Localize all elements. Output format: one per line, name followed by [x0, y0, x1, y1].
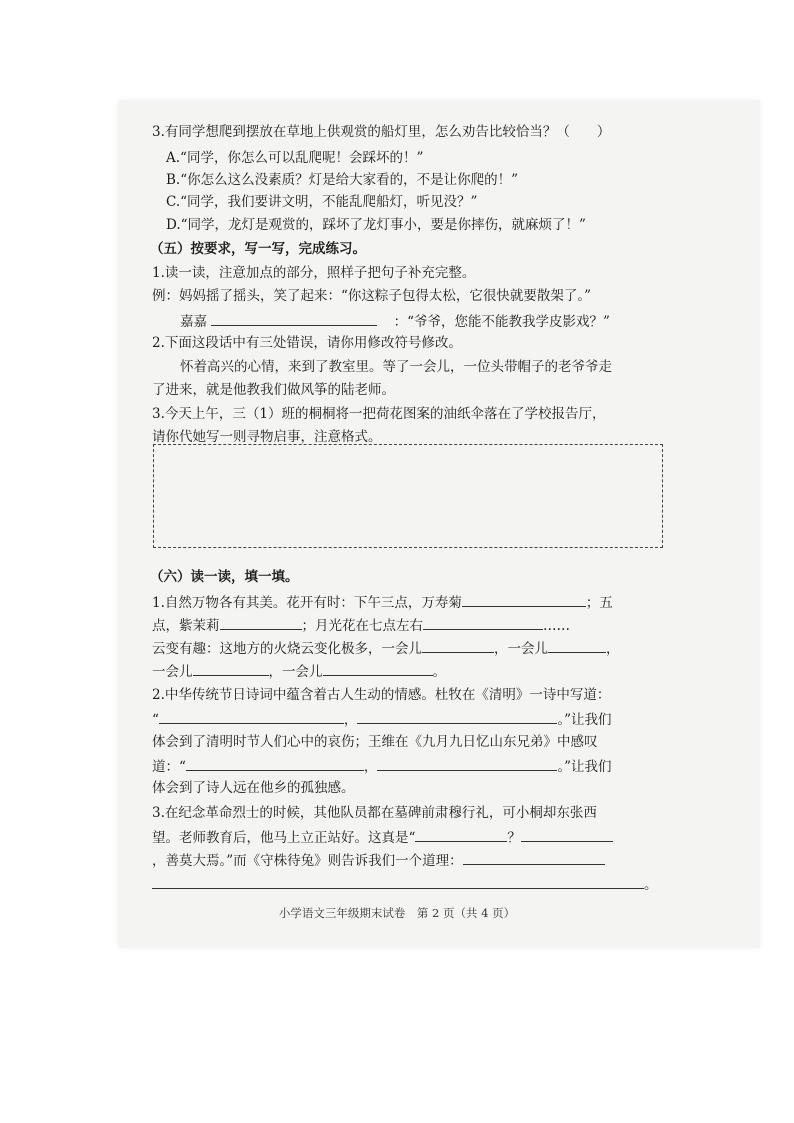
s6-q3-blank-2[interactable] — [521, 827, 613, 842]
s6-q2-blank-1[interactable] — [159, 709, 344, 724]
q3-option-a: A.“同学，你怎么可以乱爬呢！会踩坏的！” — [166, 150, 424, 166]
q3-option-c: C.“同学，我们要讲文明，不能乱爬船灯，听见没？” — [166, 194, 478, 210]
s6-q2-line4 — [152, 756, 612, 776]
q3-option-b: B.“你怎么这么没素质？灯是给大家看的，不是让你爬的！” — [166, 172, 519, 188]
s6-q2-l4-end: 。”让我们 — [557, 759, 612, 775]
s6-q2-line1: 2.中华传统节日诗词中蕴含着古人生动的情感。杜牧在《清明》一诗中写道： — [152, 687, 611, 703]
s6-q2-l2-comma: ， — [343, 712, 358, 728]
s6-q3-l2-q: ？ — [507, 830, 521, 846]
s6-q1-l4-text: 一会儿 — [152, 664, 193, 680]
s6-q1-blank-4[interactable] — [422, 638, 494, 653]
section5-heading: （五）按要求，写一写，完成练习。 — [150, 241, 366, 257]
s6-q3-l4-end: 。 — [644, 877, 658, 893]
s6-q1-l4-mid: ，一会儿 — [268, 664, 323, 680]
s6-q1-l4-end: 。 — [432, 664, 446, 680]
section5-q3-line1: 3.今天上午，三（1）班的桐桐将一把荷花图案的油纸伞落在了学校报告厅， — [152, 406, 606, 422]
s6-q3-blank-1[interactable] — [415, 827, 507, 842]
s6-q2-line3: 体会到了清明时节人们心中的哀伤；王维在《九月九日忆山东兄弟》中感叹 — [152, 734, 598, 750]
s6-q3-line4 — [152, 874, 658, 894]
s6-q1-l2-end: …… — [543, 618, 570, 634]
section5-q2-text1: 怀着高兴的心情，来到了教室里。等了一会儿，一位头带帽子的老爷爷走 — [180, 359, 612, 375]
s6-q2-l2-end: 。”让我们 — [557, 712, 612, 728]
s6-q1-line1 — [152, 592, 613, 612]
jiajia-blank[interactable] — [211, 311, 377, 326]
s6-q1-blank-6[interactable] — [193, 661, 269, 676]
s6-q1-blank-5[interactable] — [548, 638, 606, 653]
s6-q2-l4-open: 道：“ — [152, 759, 186, 775]
writing-box[interactable] — [153, 444, 663, 548]
s6-q1-blank-7[interactable] — [323, 661, 433, 676]
s6-q2-line5: 体会到了诗人远在他乡的孤独感。 — [152, 780, 355, 796]
jiajia-prefix: 嘉嘉 — [180, 314, 207, 330]
s6-q2-blank-4[interactable] — [377, 756, 557, 771]
s6-q1-line2 — [152, 615, 570, 635]
page-footer: 小学语文三年级期末试卷 第 2 页（共 4 页） — [278, 906, 516, 920]
s6-q2-l4-comma: ， — [363, 759, 378, 775]
jiajia-suffix: ：“爷爷，您能不能教我学皮影戏？” — [393, 314, 610, 330]
s6-q3-line1: 3.在纪念革命烈士的时候，其他队员都在墓碑前肃穆行礼，可小桐却东张西 — [152, 805, 597, 821]
q3-option-d: D.“同学，龙灯是观赏的，踩坏了龙灯事小，要是你摔伤，就麻烦了！” — [166, 217, 586, 233]
s6-q1-l2-text: 点，紫茉莉 — [152, 618, 220, 634]
s6-q3-line3 — [152, 850, 605, 870]
section5-q1: 1.读一读，注意加点的部分，照样子把句子补充完整。 — [152, 265, 476, 281]
s6-q1-blank-1[interactable] — [462, 592, 586, 607]
section5-example: 例：妈妈摇了摇头，笑了起来：“你这粽子包得太松，它很快就要散架了。” — [152, 288, 592, 304]
s6-q2-blank-3[interactable] — [186, 756, 364, 771]
section5-jiajia-line — [180, 311, 610, 331]
s6-q1-l1-text: 1.自然万物各有其美。花开有时：下午三点，万寿菊 — [152, 595, 462, 611]
s6-q1-l3-text: 云变有趣：这地方的火烧云变化极多，一会儿 — [152, 641, 422, 657]
q3-stem: 3.有同学想爬到摆放在草地上供观赏的船灯里，怎么劝告比较恰当？（ ） — [152, 124, 611, 140]
s6-q1-l2-mid: ；月光花在七点左右 — [301, 618, 423, 634]
s6-q3-l3-text: ，善莫大焉。”而《守株待兔》则告诉我们一个道理： — [152, 853, 463, 869]
s6-q2-line2 — [152, 709, 612, 729]
section6-heading: （六）读一读，填一填。 — [150, 569, 299, 585]
s6-q3-blank-3[interactable] — [463, 850, 605, 865]
s6-q3-line2 — [152, 827, 613, 847]
section5-q2: 2.下面这段话中有三处错误，请你用修改符号修改。 — [152, 335, 462, 351]
s6-q3-blank-4[interactable] — [152, 874, 644, 889]
s6-q2-l2-open: “ — [152, 712, 159, 728]
s6-q3-l2-text: 望。老师教育后，他马上立正站好。这真是“ — [152, 830, 416, 846]
s6-q1-l3-mid: ，一会儿 — [494, 641, 548, 657]
s6-q1-blank-2[interactable] — [220, 615, 302, 630]
s6-q2-blank-2[interactable] — [357, 709, 557, 724]
s6-q1-line4 — [152, 661, 446, 681]
s6-q1-line3: 云变有趣：这地方的火烧云变化极多，一会儿 ，一会儿 ， — [152, 638, 620, 658]
s6-q1-l1-end: ；五 — [585, 595, 613, 611]
s6-q1-blank-3[interactable] — [423, 615, 543, 630]
section5-q2-text2: 了进来，就是他教我们做风筝的陆老师。 — [152, 382, 395, 398]
section5-q3-line2: 请你代她写一则寻物启事，注意格式。 — [152, 429, 382, 445]
